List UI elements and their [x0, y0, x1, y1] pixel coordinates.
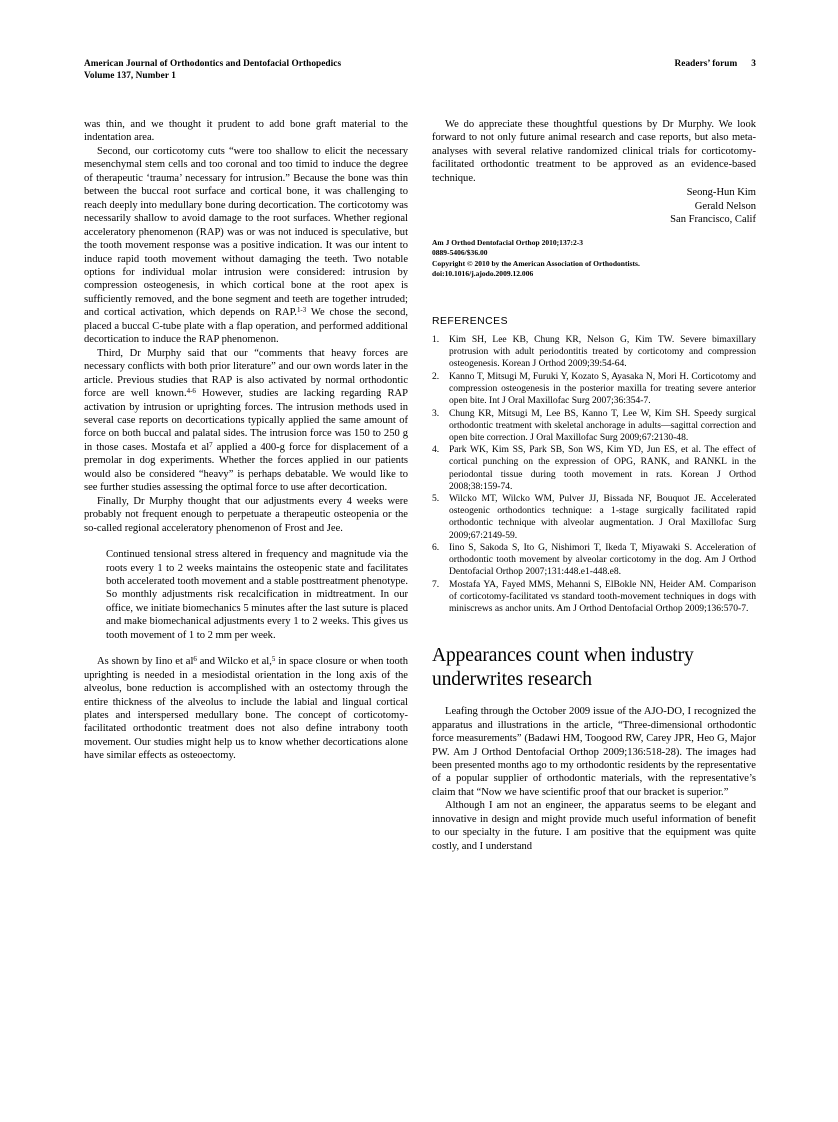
- references-heading: REFERENCES: [432, 316, 509, 327]
- reference-item: Kanno T, Mitsugi M, Furuki Y, Kozato S, Ayasaka N, Mori H. Corticotomy and compression osteogenesis in the posterior maxilla for treating severe anterior open bite. Int J Oral Maxillofac Surg 2007;36:354-7.: [449, 370, 756, 406]
- author-name-1: Seong-Hun Kim: [686, 187, 756, 199]
- author-location: San Francisco, Calif: [670, 214, 756, 226]
- citation-5: 5: [271, 655, 276, 664]
- author-name-2: Gerald Nelson: [694, 200, 756, 212]
- paragraph-finally: Finally, Dr Murphy thought that our adjustments every 4 weeks were probably not frequent enough to perpetuate a therapeutic osteopenia or the so-called regional acceleratory phenomenon of Frost and Jee.: [84, 495, 408, 534]
- author-signature: [432, 186, 756, 226]
- reference-item: Kim SH, Lee KB, Chung KR, Nelson G, Kim TW. Severe bimaxillary protrusion with adult periodontitis treated by corticotomy and compression osteogenesis. Korean J Orthod 2009;39:54-64.: [449, 334, 756, 370]
- citation-1-3: 1-3: [296, 306, 307, 315]
- running-head-section: [675, 58, 756, 70]
- paragraph-second-text: Second, our corticotomy cuts “were too shallow to elicit the necessary mesenchymal stem cells and too coronal and too timid to induce the degree of therapeutic ‘trauma’ necessary for intrusion.” Because the bone was thin between the buccal root surface and cortical bone, it was challenging to reach deeply into medullary bone during decortication. The corticotomy was necessarily shallow to avoid damage to the root surfaces. Whether regional acceleratory phenomenon (RAP) was or was not induced is speculative, but the tooth movement response was a positive indication. It was our intent to induce rapid tooth movement without damaging the teeth. Two notable options for individual molar intrusion were considered: intrusion by compression osteogenesis, in which cortical bone at the root apex is sufficiently removed, and the bone segment and teeth are together intruded; and cortical activation, which depends on RAP.: [84, 145, 408, 319]
- article-paragraph-1: Leafing through the October 2009 issue of the AJO-DO, I recognized the apparatus and illustrations in the article, “Three-dimensional orthodontic force measurements” (Badawi HM, Toogood RW, Carey JPR, Heo G, Major PW. Am J Orthod Dentofacial Orthop 2009;136:518-28). The images had been presented months ago to my orthodontic residents by the representative of a popular supplier of orthodontic materials, with the representative’s claim that “Now we have scientific proof that our bracket is superior.”: [432, 706, 756, 798]
- paragraph-as-shown-c: in space closure or when tooth uprighting is needed in a mesiodistal orientation in the long axis of the alveolus, bone reduction is accomplished with an ostectomy through the entire thickness of the alveolus to include the labial and lingual cortical plates and interspersed medullary bone. The concept of corticotomy-facilitated orthodontic treatment does not also define intrabony tooth movement. Our studies might help us to know whether decortications alone have similar effects as osteoectomy.: [84, 656, 408, 762]
- fineprint-issn: 0889-5406/$36.00: [432, 248, 488, 258]
- blockquote-text: Continued tensional stress altered in frequency and magnitude via the roots every 1 to 2 weeks maintains the osteopenic state and facilitates both accelerated tooth movement and a stable posttreatment phenotype. So monthly adjustments risk recalcification in midtreatment. In our office, we initiate biomechanics 5 minutes after the last suture is placed and make biomechanical adjustments every 1 to 2 weeks. This gives us tooth movement of 1 to 2 mm per week.: [106, 549, 408, 641]
- reference-item: Wilcko MT, Wilcko WM, Pulver JJ, Bissada NF, Bouquot JE. Accelerated osteogenic orthodontics technique: a 1-stage surgically facilitated rapid orthodontic technique with alveolar augmentation. J Oral Maxillofac Surg 2009;67:2149-59.: [449, 493, 756, 541]
- blockquote: [84, 548, 408, 642]
- fineprint-copyright: Copyright © 2010 by the American Association of Orthodontists.: [432, 258, 640, 268]
- paragraph-third: [84, 347, 408, 495]
- citation-fineprint: [432, 238, 756, 280]
- citation-6: 6: [193, 655, 197, 664]
- paragraph-continued: was thin, and we thought it prudent to add bone graft material to the indentation area.: [84, 119, 408, 144]
- running-head: [84, 58, 756, 82]
- fineprint-citation: Am J Orthod Dentofacial Orthop 2010;137:2-3: [432, 237, 584, 247]
- paragraph-as-shown: [84, 655, 408, 763]
- right-column: [432, 118, 756, 1078]
- reference-item: Park WK, Kim SS, Park SB, Son WS, Kim YD, Jun ES, et al. The effect of cortical punching on the expression of OPG, RANK, and RANKL in the periodontal tissue during tooth movement in rats. Korean J Orthod 2008;38:159-74.: [449, 444, 756, 492]
- reference-item: Mostafa YA, Fayed MMS, Mehanni S, ElBokle NN, Heider AM. Comparison of corticotomy-facilitated vs standard tooth-movement techniques in dogs with miniscrews as anchor units. Am J Orthod Dentofacial Orthop 2009;136:570-7.: [449, 578, 756, 615]
- reference-item: Iino S, Sakoda S, Ito G, Nishimori T, Ikeda T, Miyawaki S. Acceleration of orthodontic tooth movement by alveolar corticotomy in the dog. Am J Orthod Dentofacial Orthop 2007;131:448.e1-448.e8.: [449, 542, 756, 578]
- left-column: [84, 118, 408, 1078]
- paragraph-third-tail-b: applied a 400-g force for displacement of a premolar in dog experiments. Whether the forces applied in our patients would also be considered “heavy” is perhaps debatable. We would like to see further studies assessing the optimal force to use after decortication.: [84, 441, 409, 494]
- running-head-journal-line2: Volume 137, Number 1: [84, 71, 176, 82]
- citation-4-6: 4-6: [186, 387, 196, 396]
- citation-7: 7: [209, 440, 213, 449]
- paragraph-second-tail: We chose the second, placed a buccal C-tube plate with a flap operation, and performed additional decortication to induce the RAP phenomenon.: [84, 307, 408, 346]
- paragraph-third-text: Third, Dr Murphy said that our “comments that heavy forces are necessary conflicts with both prior literature” and our own words later in the article. Previous studies that RAP is also activated by normal orthodontic force are well known.: [84, 347, 408, 400]
- paragraph-as-shown-b: and Wilcko et al,: [196, 656, 272, 668]
- paragraph-closing: We do appreciate these thoughtful questions by Dr Murphy. We look forward to not only future animal research and case reports, but also meta-analyses with several relative randomized clinical trials for corticotomy-facilitated orthodontic treatment to be approved as an evidence-based technique.: [432, 119, 756, 184]
- running-head-journal: [84, 58, 341, 82]
- article-title: Appearances count when industry underwrites research: [432, 645, 694, 690]
- body-columns: [84, 118, 756, 1078]
- reference-list: [432, 334, 756, 615]
- paragraph-second: [84, 145, 408, 347]
- paragraph-third-tail-a: However, studies are lacking regarding RAP activation by intrusion or uprighting forces. The intrusion methods used in several case reports on decortications typically applied the same amount of force on both buccal and palatal sides. The intrusion force was 150 to 250 g in those cases. Mostafa et al: [84, 388, 408, 453]
- running-head-section-label: Readers’ forum: [674, 59, 738, 69]
- fineprint-doi: doi:10.1016/j.ajodo.2009.12.006: [432, 269, 534, 279]
- paragraph-as-shown-a: As shown by Iino et al: [97, 656, 194, 668]
- article-paragraph-2: Although I am not an engineer, the apparatus seems to be elegant and innovative in design and might provide much useful information of benefit to our specialty in the future. I am positive that the equipment was quite costly, and I understand: [432, 800, 756, 852]
- page-number: 3: [751, 59, 756, 69]
- reference-item: Chung KR, Mitsugi M, Lee BS, Kanno T, Lee W, Kim SH. Speedy surgical orthodontic treatment with skeletal anchorage in adults—sagittal correction and open bite correction. J Oral Maxillofac Surg 2009;67:2130-48.: [449, 407, 756, 443]
- running-head-journal-line1: American Journal of Orthodontics and Dentofacial Orthopedics: [84, 59, 342, 69]
